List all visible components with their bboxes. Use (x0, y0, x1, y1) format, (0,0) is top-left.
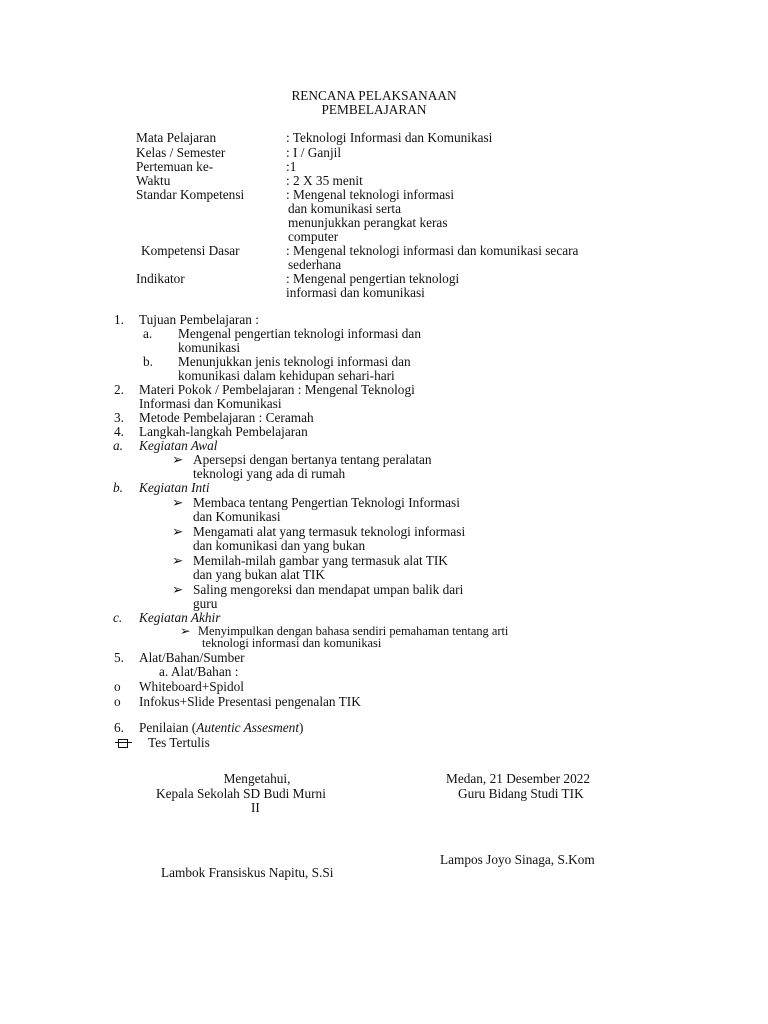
penilaian-suffix: ) (299, 720, 304, 735)
arrow-bullet-icon: ➢ (172, 452, 184, 467)
sign-right-line2: Guru Bidang Studi TIK (458, 786, 584, 801)
doc-title-line1: RENCANA PELAKSANAAN (291, 88, 457, 103)
kegiatan-awal-letter: a. (113, 438, 123, 453)
arrow-bullet-icon: ➢ (180, 624, 191, 638)
inti-item-3-line2: dan yang bukan alat TIK (193, 567, 325, 582)
section-2-number: 2. (114, 382, 124, 397)
tujuan-a-letter: a. (143, 326, 153, 341)
inti-item-2-line1: Mengamati alat yang termasuk teknologi informasi (193, 524, 466, 539)
sign-left-line3: II (251, 800, 260, 815)
label-standar-kompetensi: Standar Kompetensi (136, 187, 245, 202)
tujuan-a-line2: komunikasi (178, 340, 241, 355)
penilaian-italic: Autentic Assesment (196, 720, 300, 735)
arrow-bullet-icon: ➢ (172, 582, 184, 597)
section-1-number: 1. (114, 312, 124, 327)
sign-left-line2: Kepala Sekolah SD Budi Murni (156, 786, 326, 801)
doc-title-line2: PEMBELAJARAN (321, 102, 427, 117)
tujuan-b-letter: b. (143, 354, 153, 369)
section-5-number: 5. (114, 650, 124, 665)
kegiatan-akhir-letter: c. (113, 610, 123, 625)
awal-item-1-line1: Apersepsi dengan bertanya tentang peralatan (193, 452, 432, 467)
circle-bullet-icon: o (114, 679, 121, 694)
value-kelas-semester: : I / Ganjil (286, 145, 342, 160)
section-4-heading: Langkah-langkah Pembelajaran (139, 424, 308, 439)
value-mata-pelajaran: : Teknologi Informasi dan Komunikasi (286, 130, 493, 145)
value-waktu: : 2 X 35 menit (286, 173, 363, 188)
value-indikator-2: informasi dan komunikasi (286, 285, 425, 300)
section-4-number: 4. (114, 424, 124, 439)
tujuan-b-line2: komunikasi dalam kehidupan sehari-hari (178, 368, 395, 383)
section-3-text: Metode Pembelajaran : Ceramah (139, 410, 314, 425)
kegiatan-akhir-heading: Kegiatan Akhir (139, 610, 221, 625)
value-standar-kompetensi-2: dan komunikasi serta (288, 201, 401, 216)
section-2-line2: Informasi dan Komunikasi (139, 396, 282, 411)
arrow-bullet-icon: ➢ (172, 553, 184, 568)
label-waktu: Waktu (136, 173, 171, 188)
tujuan-a-line1: Mengenal pengertian teknologi informasi dan (178, 326, 421, 341)
arrow-bullet-icon: ➢ (172, 524, 184, 539)
section-1-heading: Tujuan Pembelajaran : (139, 312, 259, 327)
inti-item-3-line1: Memilah-milah gambar yang termasuk alat TIK (193, 553, 448, 568)
tes-tertulis: Tes Tertulis (148, 735, 210, 750)
sign-right-line1: Medan, 21 Desember 2022 (446, 771, 591, 786)
value-standar-kompetensi-4: computer (288, 229, 339, 244)
value-pertemuan: :1 (286, 159, 297, 174)
alat-item-1: Whiteboard+Spidol (139, 679, 244, 694)
label-kompetensi-dasar: Kompetensi Dasar (141, 243, 240, 258)
inti-item-1-line1: Membaca tentang Pengertian Teknologi Informasi (193, 495, 460, 510)
awal-item-1-line2: teknologi yang ada di rumah (193, 466, 346, 481)
value-indikator-1: : Mengenal pengertian teknologi (286, 271, 460, 286)
section-6-number: 6. (114, 720, 124, 735)
kegiatan-inti-heading: Kegiatan Inti (139, 480, 210, 495)
inti-item-1-line2: dan Komunikasi (193, 509, 281, 524)
kegiatan-awal-heading: Kegiatan Awal (139, 438, 218, 453)
label-indikator: Indikator (136, 271, 185, 286)
section-3-number: 3. (114, 410, 124, 425)
section-5-sub: a. Alat/Bahan : (159, 664, 239, 679)
value-standar-kompetensi-3: menunjukkan perangkat keras (288, 215, 448, 230)
akhir-item-1-line1: Menyimpulkan dengan bahasa sendiri pemahaman tentang arti (198, 624, 509, 638)
value-standar-kompetensi-1: : Mengenal teknologi informasi (286, 187, 455, 202)
label-mata-pelajaran: Mata Pelajaran (136, 130, 217, 145)
akhir-item-1-line2: teknologi informasi dan komunikasi (202, 636, 382, 650)
kegiatan-inti-letter: b. (113, 480, 123, 495)
circle-bullet-icon: o (114, 694, 121, 709)
checkbox-square-icon (118, 739, 128, 748)
penilaian-prefix: Penilaian ( (139, 720, 197, 735)
inti-item-4-line1: Saling mengoreksi dan mendapat umpan balik dari (193, 582, 464, 597)
alat-item-2: Infokus+Slide Presentasi pengenalan TIK (139, 694, 361, 709)
sign-left-line1: Mengetahui, (223, 771, 291, 786)
label-pertemuan: Pertemuan ke- (136, 159, 214, 174)
value-kompetensi-dasar-2: sederhana (288, 257, 342, 272)
section-2-line1: Materi Pokok / Pembelajaran : Mengenal Teknologi (139, 382, 415, 397)
label-kelas-semester: Kelas / Semester (136, 145, 226, 160)
inti-item-4-line2: guru (193, 596, 218, 611)
section-6-heading (139, 721, 303, 736)
sign-left-name: Lambok Fransiskus Napitu, S.Si (161, 865, 334, 880)
sign-right-name: Lampos Joyo Sinaga, S.Kom (440, 852, 595, 867)
arrow-bullet-icon: ➢ (172, 495, 184, 510)
section-5-heading: Alat/Bahan/Sumber (139, 650, 245, 665)
tujuan-b-line1: Menunjukkan jenis teknologi informasi dan (178, 354, 411, 369)
value-kompetensi-dasar-1: : Mengenal teknologi informasi dan komunikasi secara (286, 243, 579, 258)
inti-item-2-line2: dan komunikasi dan yang bukan (193, 538, 366, 553)
